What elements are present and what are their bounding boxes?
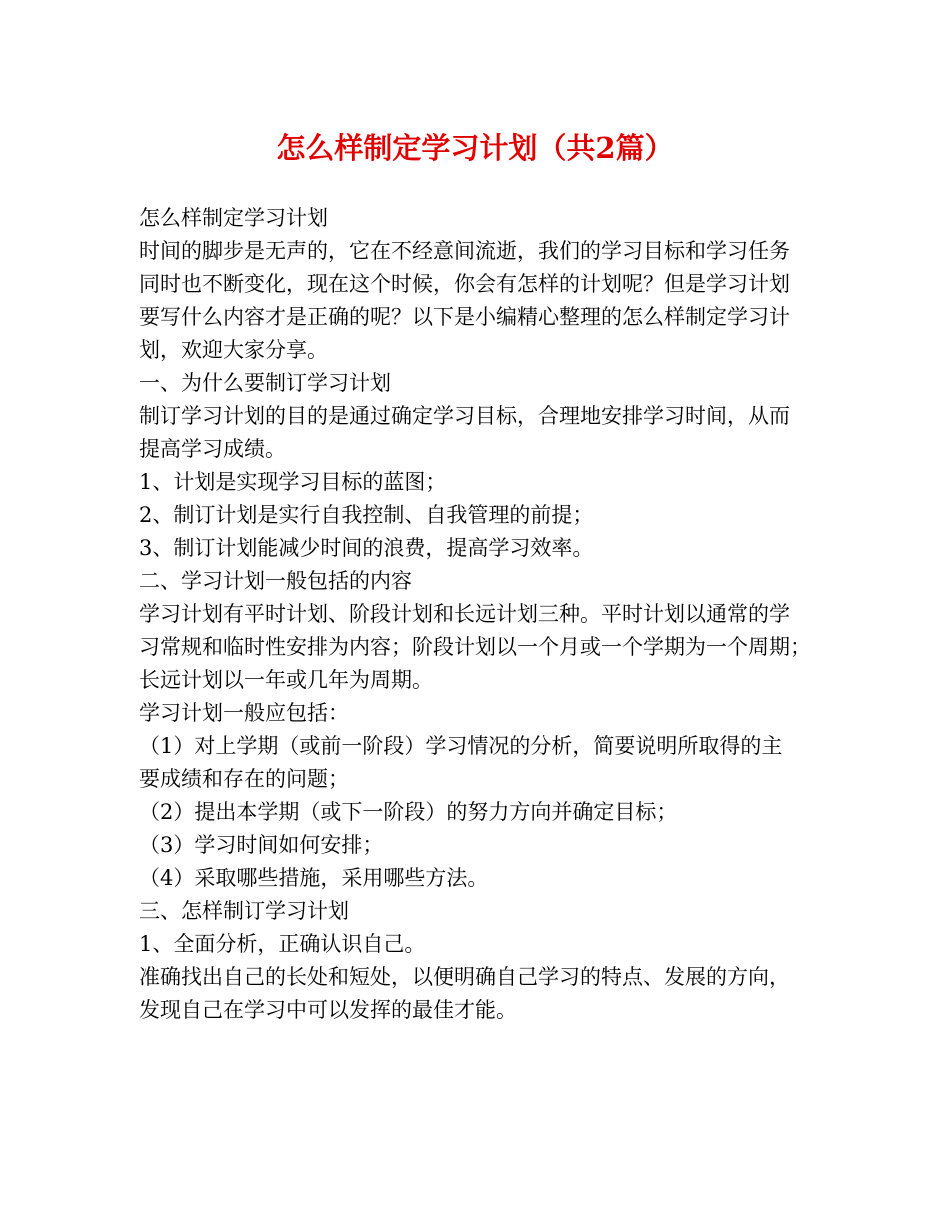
text-line: 学习计划有平时计划、阶段计划和长远计划三种。平时计划以通常的学 (139, 602, 790, 626)
list-item: （3）学习时间如何安排； (139, 833, 384, 857)
text-line: 长远计划以一年或几年为周期。 (139, 668, 433, 692)
list-item: 1、计划是实现学习目标的蓝图； (139, 470, 447, 494)
section-heading: 一、为什么要制订学习计划 (139, 371, 391, 395)
list-item: （4）采取哪些措施，采用哪些方法。 (139, 866, 489, 890)
text-line: 提高学习成绩。 (139, 437, 286, 461)
list-item: 3、制订计划能减少时间的浪费，提高学习效率。 (139, 536, 594, 560)
list-item: 1、全面分析，正确认识自己。 (139, 932, 426, 956)
text-line: 要写什么内容才是正确的呢？以下是小编精心整理的怎么样制定学习计 (139, 305, 790, 329)
text-line: 时间的脚步是无声的，它在不经意间流逝，我们的学习目标和学习任务 (139, 239, 790, 263)
list-item: （2）提出本学期（或下一阶段）的努力方向并确定目标； (139, 800, 678, 824)
document-title: 怎么样制定学习计划（共2篇） (276, 131, 674, 165)
text-line: 学习计划一般应包括： (139, 701, 349, 725)
text-line: 要成绩和存在的问题； (139, 767, 349, 791)
text-line: 划，欢迎大家分享。 (139, 338, 328, 362)
list-item: 2、制订计划是实行自我控制、自我管理的前提； (139, 503, 594, 527)
text-line: 发现自己在学习中可以发挥的最佳才能。 (139, 998, 517, 1022)
text-line: 习常规和临时性安排为内容；阶段计划以一个月或一个学期为一个周期； (139, 635, 811, 659)
text-line: 制订学习计划的目的是通过确定学习目标，合理地安排学习时间，从而 (139, 404, 790, 428)
text-line: 怎么样制定学习计划 (139, 206, 328, 230)
section-heading: 三、怎样制订学习计划 (139, 899, 349, 923)
document-body (139, 202, 819, 1027)
text-line: 准确找出自己的长处和短处，以便明确自己学习的特点、发展的方向， (139, 965, 790, 989)
text-line: 同时也不断变化，现在这个时候，你会有怎样的计划呢？但是学习计划 (139, 272, 790, 296)
list-item: （1）对上学期（或前一阶段）学习情况的分析，简要说明所取得的主 (139, 734, 783, 758)
section-heading: 二、学习计划一般包括的内容 (139, 569, 412, 593)
